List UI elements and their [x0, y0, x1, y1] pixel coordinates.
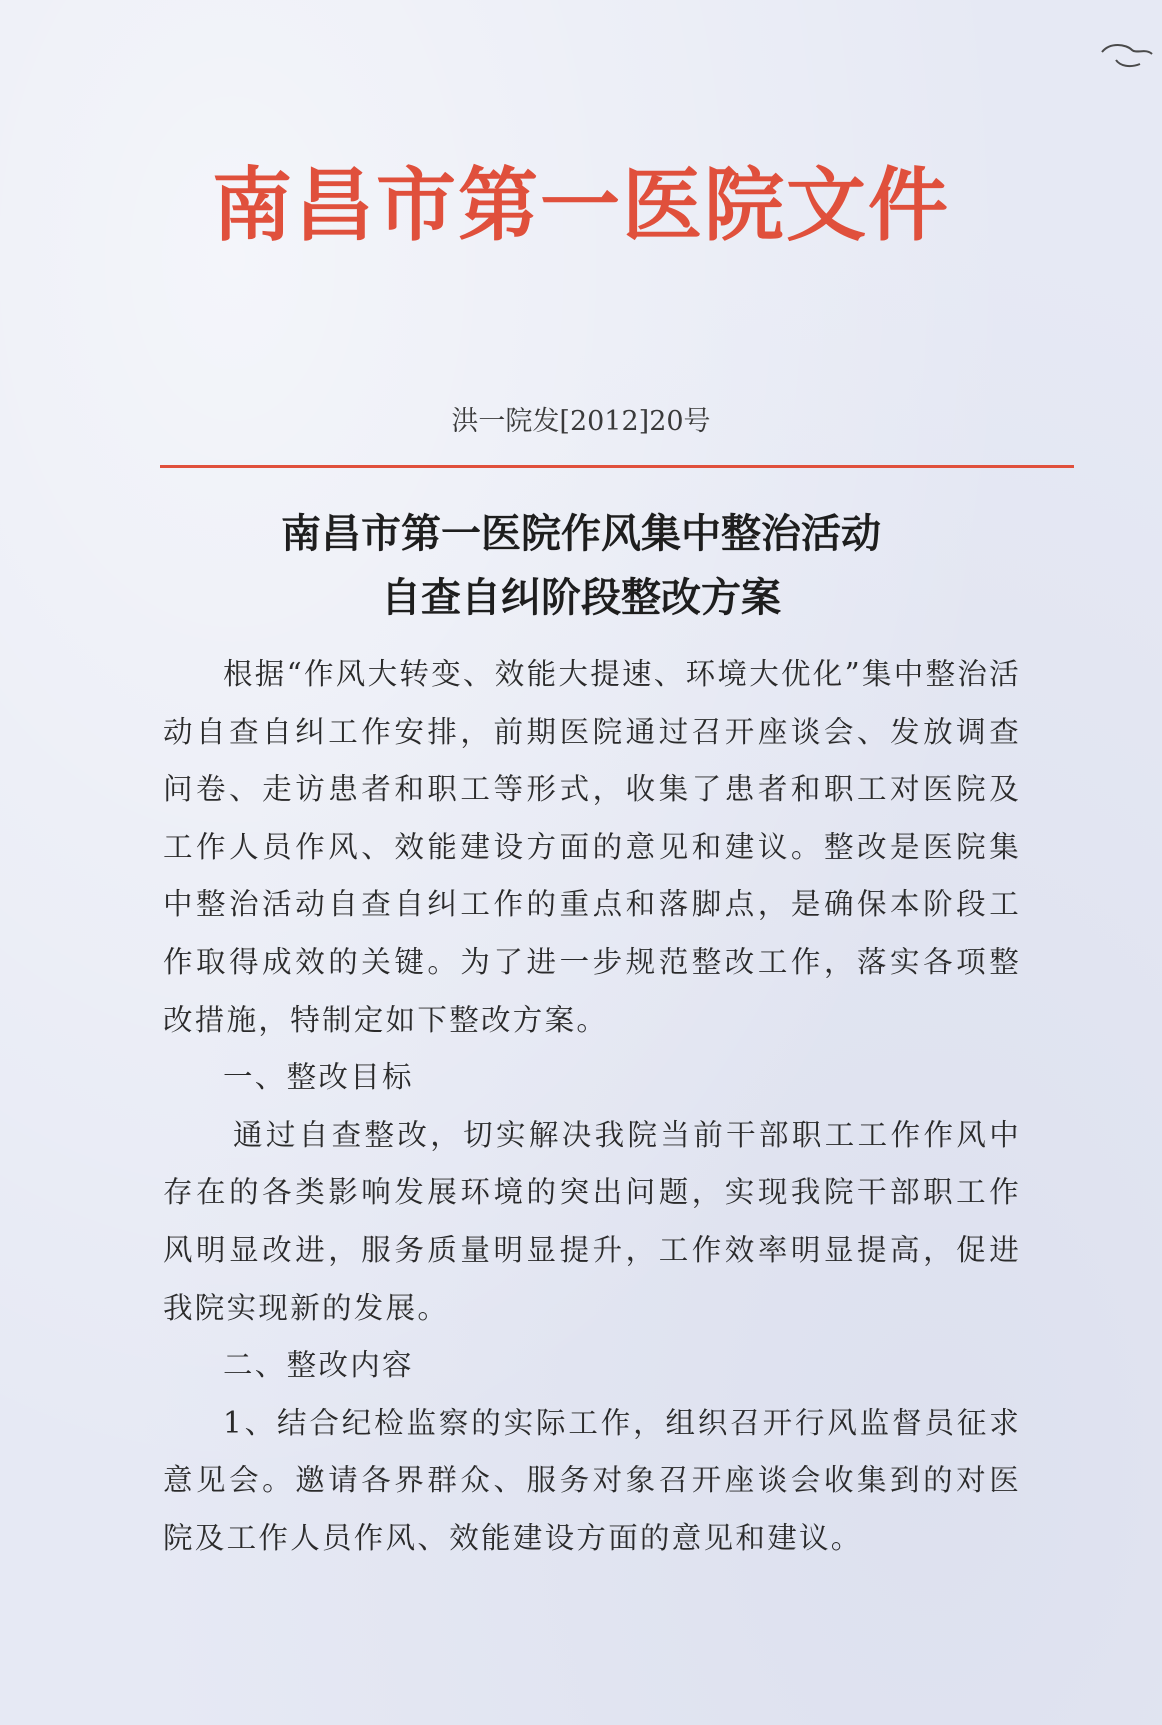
section1-heading: 一、整改目标 [223, 1060, 414, 1095]
intro-paragraph: 根据“作风大转变、效能大提速、环境大优化”集中整治活动自查自纠工作安排，前期医院通过召开座谈会、发放调查问卷、走访患者和职工等形式，收集了患者和职工对医院及工作人员作风、效能建设方面的意见和建议。整改是医院集中整治活动自查自纠工作的重点和落脚点，是确保本阶段工作取得成效的关键。为了进一步规范整改工作，落实各项整改措施，特制定如下整改方案。 [163, 657, 1021, 1037]
document-title [0, 502, 1162, 630]
section1-paragraph: 通过自查整改，切实解决我院当前干部职工工作作风中存在的各类影响发展环境的突出问题，实现我院干部职工作风明显改进，服务质量明显提升，工作效率明显提高，促进我院实现新的发展。 [163, 1117, 1021, 1325]
scan-mark-icon [1096, 38, 1156, 78]
section2-item1-paragraph: 1、结合纪检监察的实际工作，组织召开行风监督员征求意见会。邀请各界群众、服务对象召开座谈会收集到的对医院及工作人员作风、效能建设方面的意见和建议。 [163, 1405, 1021, 1555]
document-number: 洪一院发[2012]20号 [451, 406, 711, 437]
document-title-line1: 南昌市第一医院作风集中整治活动 [281, 510, 881, 557]
document-body [163, 646, 1021, 1568]
organization-header-title: 南昌市第一医院文件 [212, 158, 950, 252]
section2-heading: 二、整改内容 [223, 1348, 414, 1383]
document-title-line2: 自查自纠阶段整改方案 [381, 574, 781, 621]
red-divider-line [160, 465, 1074, 468]
